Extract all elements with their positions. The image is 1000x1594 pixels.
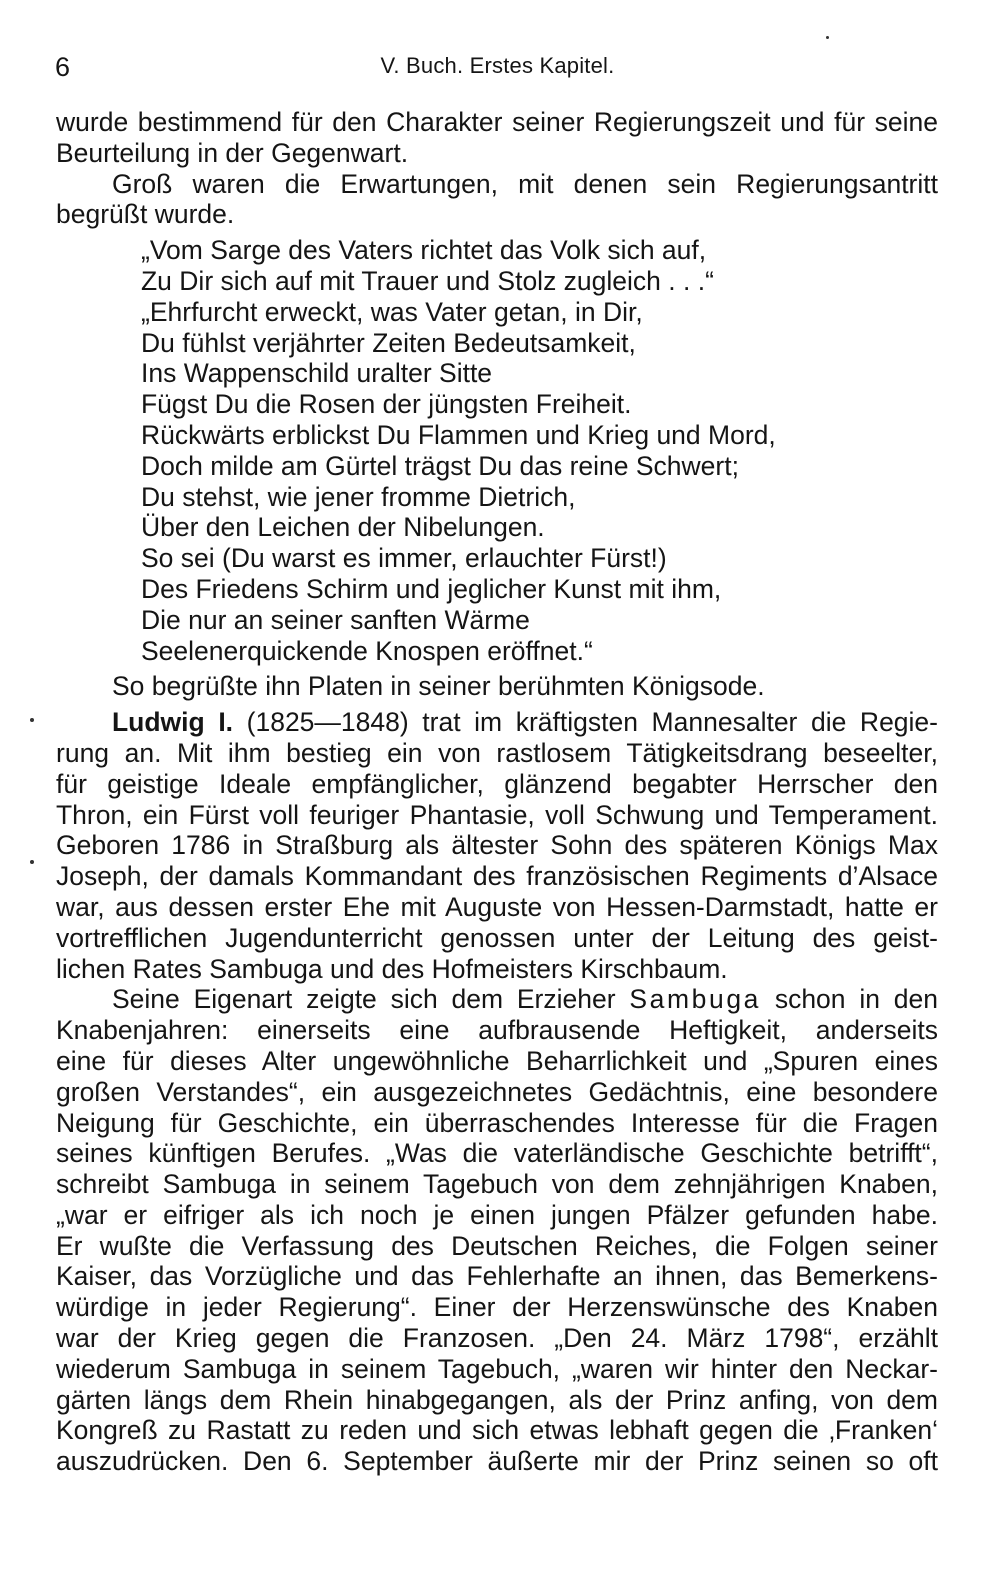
text-line: eine für dieses Alter ungewöhnliche Beharrlichkeit und „Spuren eines bbox=[56, 1045, 938, 1076]
verse-line: Rückwärts erblickst Du Flammen und Krieg und Mord, bbox=[141, 419, 776, 450]
text-line: auszudrücken. Den 6. September äußerte mir der Prinz seinen so oft bbox=[56, 1446, 938, 1477]
paragraph-expectations bbox=[56, 169, 938, 231]
paragraph-intro bbox=[56, 107, 938, 169]
text-line: für geistige Ideale empfänglicher, glänzend begabter Herrscher den bbox=[56, 768, 938, 799]
running-head: V. Buch. Erstes Kapitel. bbox=[380, 53, 615, 78]
verse-line: „Ehrfurcht erweckt, was Vater getan, in Dir, bbox=[141, 296, 643, 327]
text-line: war der Krieg gegen die Franzosen. „Den 24. März 1798“, erzählt bbox=[56, 1323, 938, 1354]
verse-line: Über den Leichen der Nibelungen. bbox=[141, 512, 545, 543]
verse-line: Du fühlst verjährter Zeiten Bedeutsamkeit, bbox=[141, 327, 636, 358]
text-line bbox=[56, 984, 938, 1015]
name-sambuga: Sambuga bbox=[629, 984, 762, 1015]
text-line: vortrefflichen Jugendunterricht genossen unter der Leitung des geist- bbox=[56, 922, 938, 953]
text-line: Neigung für Geschichte, ein überraschendes Interesse für die Fragen bbox=[56, 1107, 938, 1138]
text-line: wiederum Sambuga in seinem Tagebuch, „waren wir hinter den Neckar- bbox=[56, 1353, 938, 1384]
paragraph-sambuga bbox=[56, 984, 938, 1477]
text-line: Geboren 1786 in Straßburg als ältester Sohn des späteren Königs Max bbox=[56, 830, 938, 861]
verse-line: Ins Wappenschild uralter Sitte bbox=[141, 358, 493, 389]
text-line: Groß waren die Erwartungen, mit denen sein Regierungsantritt bbox=[112, 168, 938, 199]
paragraph-platen bbox=[56, 671, 938, 702]
text-line: Er wußte die Verfassung des Deutschen Reiches, die Folgen seiner bbox=[56, 1230, 938, 1261]
page-number: 6 bbox=[55, 52, 71, 82]
text-line: lichen Rates Sambuga und des Hofmeisters Kirschbaum. bbox=[56, 953, 728, 984]
verse-line: Zu Dir sich auf mit Trauer und Stolz zugleich . . .“ bbox=[141, 265, 714, 296]
text-line: Knabenjahren: einerseits eine aufbrausende Heftigkeit, anderseits bbox=[56, 1015, 938, 1046]
text-line: schreibt Sambuga in seinem Tagebuch von dem zehnjährigen Knaben, bbox=[56, 1169, 938, 1200]
verse-line: Seelenerquickende Knospen eröffnet.“ bbox=[141, 635, 593, 666]
text-line: begrüßt wurde. bbox=[56, 199, 235, 230]
text-fragment: (1825—1848) trat im kräftigsten Mannesalter die Regie- bbox=[233, 707, 938, 738]
verse-line: Doch milde am Gürtel trägst Du das reine Schwert; bbox=[141, 450, 739, 481]
text-line: So begrüßte ihn Platen in seiner berühmten Königsode. bbox=[112, 671, 765, 702]
verse-line: Des Friedens Schirm und jeglicher Kunst mit ihm, bbox=[141, 573, 722, 604]
text-line: Thron, ein Fürst voll feuriger Phantasie, voll Schwung und Temperament. bbox=[56, 799, 938, 830]
verse-line: So sei (Du warst es immer, erlauchter Fürst!) bbox=[141, 543, 667, 574]
poem-quote bbox=[56, 235, 938, 666]
body-text bbox=[56, 107, 938, 1477]
verse-line: Die nur an seiner sanften Wärme bbox=[141, 604, 530, 635]
text-fragment: Seine Eigenart zeigte sich dem Erzieher bbox=[112, 984, 630, 1015]
paragraph-ludwig bbox=[56, 707, 938, 984]
verse-line: Du stehst, wie jener fromme Dietrich, bbox=[141, 481, 576, 512]
text-line: war, aus dessen erster Ehe mit Auguste von Hessen-Darmstadt, hatte er bbox=[56, 891, 938, 922]
text-line: wurde bestimmend für den Charakter seiner Regierungszeit und für seine bbox=[56, 107, 938, 137]
text-line: „war er eifriger als ich noch je einen jungen Pfälzer gefunden habe. bbox=[56, 1199, 938, 1230]
text-line: Kongreß zu Rastatt zu reden und sich etwas lebhaft gegen die ‚Franken‘ bbox=[56, 1415, 938, 1446]
text-line: Joseph, der damals Kommandant des französischen Regiments d’Alsace bbox=[56, 861, 938, 892]
text-line: Beurteilung in der Gegenwart. bbox=[56, 137, 409, 168]
verse-line: Fügst Du die Rosen der jüngsten Freiheit. bbox=[141, 389, 632, 420]
scan-speck bbox=[30, 718, 34, 722]
text-line: Kaiser, das Vorzügliche und das Fehlerhafte an ihnen, das Bemerkens- bbox=[56, 1261, 938, 1292]
name-ludwig: Ludwig I. bbox=[112, 707, 234, 738]
text-line: großen Verstandes“, ein ausgezeichnetes Gedächtnis, eine besondere bbox=[56, 1076, 938, 1107]
text-line bbox=[56, 707, 938, 738]
text-line: würdige in jeder Regierung“. Einer der Herzenswünsche des Knaben bbox=[56, 1292, 938, 1323]
page-header bbox=[55, 52, 940, 86]
scan-speck bbox=[826, 36, 829, 39]
text-line: gärten längs dem Rhein hinabgegangen, als der Prinz anfing, von dem bbox=[56, 1384, 938, 1415]
text-line: rung an. Mit ihm bestieg ein von rastlosem Tätigkeitsdrang beseelter, bbox=[56, 737, 938, 768]
scan-speck bbox=[30, 860, 34, 864]
text-fragment: schon in den bbox=[761, 984, 938, 1015]
verse-line: „Vom Sarge des Vaters richtet das Volk sich auf, bbox=[141, 235, 707, 266]
text-line: seines künftigen Berufes. „Was die vaterländische Geschichte betrifft“, bbox=[56, 1138, 938, 1169]
